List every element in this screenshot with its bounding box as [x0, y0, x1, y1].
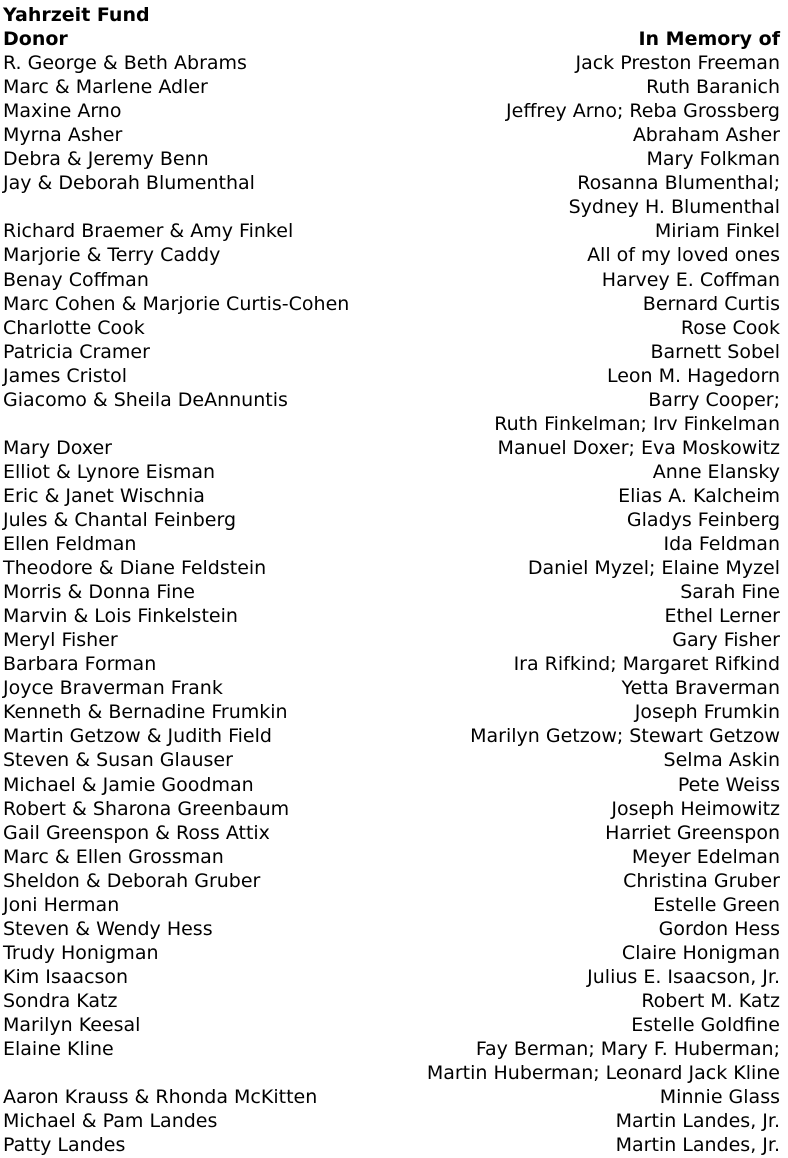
list-item: [3, 748, 780, 772]
list-item: [3, 676, 780, 700]
in-memory-of-name: Martin Landes, Jr.: [615, 1134, 780, 1157]
in-memory-of-name: Harvey E. Coffman: [601, 268, 780, 291]
donor-name: Sheldon & Deborah Gruber: [3, 869, 261, 892]
in-memory-of-name: Minnie Glass: [659, 1086, 780, 1109]
list-item: [3, 123, 780, 147]
list-item: [3, 340, 780, 364]
in-memory-of-name: Harriet Greenspon: [605, 821, 780, 844]
donor-name: Marc & Ellen Grossman: [3, 845, 224, 868]
in-memory-of-column-header: In Memory of: [638, 28, 780, 51]
list-item: [3, 436, 780, 460]
in-memory-of-name: Daniel Myzel; Elaine Myzel: [527, 557, 780, 580]
in-memory-of-name: Martin Landes, Jr.: [615, 1110, 780, 1133]
donor-name: Martin Getzow & Judith Field: [3, 725, 272, 748]
list-item: [3, 989, 780, 1013]
in-memory-of-name: Mary Folkman: [646, 148, 780, 171]
in-memory-of-name: Marilyn Getzow; Stewart Getzow: [470, 725, 780, 748]
in-memory-of-name: Elias A. Kalcheim: [618, 484, 780, 507]
in-memory-of-name: Manuel Doxer; Eva Moskowitz: [497, 436, 780, 459]
donor-name: Elliot & Lynore Eisman: [3, 460, 216, 483]
list-item: [3, 51, 780, 75]
donor-name: Meryl Fisher: [3, 629, 118, 652]
list-item: [3, 532, 780, 556]
donor-name: Kenneth & Bernadine Frumkin: [3, 701, 288, 724]
in-memory-of-name: Anne Elansky: [652, 460, 780, 483]
in-memory-of-name: Meyer Edelman: [631, 845, 780, 868]
donor-name: Kim Isaacson: [3, 965, 129, 988]
list-item: [3, 628, 780, 652]
donor-name: Michael & Pam Landes: [3, 1110, 218, 1133]
donor-name: Steven & Wendy Hess: [3, 917, 213, 940]
list-item: [3, 917, 780, 941]
in-memory-of-name: Abraham Asher: [632, 124, 780, 147]
donor-name: Jules & Chantal Feinberg: [3, 508, 237, 531]
list-item: [3, 845, 780, 869]
in-memory-of-name: Bernard Curtis: [642, 292, 780, 315]
list-item: [3, 797, 780, 821]
donor-name: Joyce Braverman Frank: [3, 677, 223, 700]
page-title-row: [3, 3, 780, 27]
donor-name: Ellen Feldman: [3, 533, 137, 556]
donor-name: Eric & Janet Wischnia: [3, 484, 205, 507]
in-memory-of-name: Gordon Hess: [658, 917, 780, 940]
donor-name: Patricia Cramer: [3, 340, 150, 363]
list-item: [3, 1109, 780, 1133]
list-item: [3, 1061, 780, 1085]
donor-name: Elaine Kline: [3, 1038, 114, 1061]
list-item: [3, 508, 780, 532]
donor-name: Marc Cohen & Marjorie Curtis-Cohen: [3, 292, 350, 315]
in-memory-of-name: Barry Cooper;: [648, 388, 780, 411]
in-memory-of-name: Gladys Feinberg: [626, 508, 780, 531]
list-item: [3, 171, 780, 195]
in-memory-of-name: Gary Fisher: [672, 629, 780, 652]
donor-name: Charlotte Cook: [3, 316, 145, 339]
in-memory-of-name: Ira Rifkind; Margaret Rifkind: [513, 653, 780, 676]
donor-name: Joni Herman: [3, 893, 120, 916]
list-item: [3, 1085, 780, 1109]
in-memory-of-name: Estelle Goldfine: [631, 1013, 780, 1036]
in-memory-of-name: Ethel Lerner: [664, 605, 780, 628]
donor-list: [3, 51, 780, 1157]
in-memory-of-name: Barnett Sobel: [650, 340, 780, 363]
list-item: [3, 316, 780, 340]
donor-name: Gail Greenspon & Ross Attix: [3, 821, 270, 844]
in-memory-of-name: Rose Cook: [680, 316, 780, 339]
donor-name: Aaron Krauss & Rhonda McKitten: [3, 1086, 318, 1109]
in-memory-of-name: Ruth Baranich: [646, 76, 780, 99]
donor-name: Marc & Marlene Adler: [3, 76, 208, 99]
list-item: [3, 773, 780, 797]
in-memory-of-name: Rosanna Blumenthal;: [577, 172, 780, 195]
list-item: [3, 388, 780, 412]
in-memory-of-name: Ida Feldman: [663, 533, 780, 556]
list-item: [3, 604, 780, 628]
list-item: [3, 941, 780, 965]
list-item: [3, 484, 780, 508]
list-item: [3, 893, 780, 917]
donor-name: Benay Coffman: [3, 268, 149, 291]
in-memory-of-name: Robert M. Katz: [641, 989, 780, 1012]
in-memory-of-name: Martin Huberman; Leonard Jack Kline: [426, 1062, 780, 1085]
list-item: [3, 556, 780, 580]
in-memory-of-name: Claire Honigman: [621, 941, 780, 964]
donor-name: Trudy Honigman: [3, 941, 159, 964]
in-memory-of-name: Joseph Heimowitz: [611, 797, 780, 820]
in-memory-of-name: Pete Weiss: [677, 773, 780, 796]
donor-name: Robert & Sharona Greenbaum: [3, 797, 290, 820]
donor-name: Marvin & Lois Finkelstein: [3, 605, 238, 628]
list-item: [3, 460, 780, 484]
page-title: Yahrzeit Fund: [3, 4, 150, 26]
donor-name: James Cristol: [3, 364, 127, 387]
donor-name: Mary Doxer: [3, 436, 112, 459]
list-item: [3, 99, 780, 123]
in-memory-of-name: Jeffrey Arno; Reba Grossberg: [506, 100, 780, 123]
donor-name: Steven & Susan Glauser: [3, 749, 233, 772]
list-item: [3, 700, 780, 724]
column-header-row: [3, 27, 780, 51]
in-memory-of-name: Christina Gruber: [623, 869, 780, 892]
in-memory-of-name: Leon M. Hagedorn: [606, 364, 780, 387]
in-memory-of-name: Sarah Fine: [680, 581, 780, 604]
donor-name: Myrna Asher: [3, 124, 123, 147]
list-item: [3, 364, 780, 388]
donor-name: Sondra Katz: [3, 989, 118, 1012]
list-item: [3, 268, 780, 292]
list-item: [3, 75, 780, 99]
in-memory-of-name: Julius E. Isaacson, Jr.: [587, 965, 780, 988]
in-memory-of-name: Ruth Finkelman; Irv Finkelman: [494, 412, 780, 435]
in-memory-of-name: Yetta Braverman: [621, 677, 780, 700]
donor-name: Debra & Jeremy Benn: [3, 148, 209, 171]
list-item: [3, 724, 780, 748]
in-memory-of-name: Miriam Finkel: [654, 220, 780, 243]
in-memory-of-name: All of my loved ones: [587, 244, 780, 267]
list-item: [3, 292, 780, 316]
in-memory-of-name: Jack Preston Freeman: [575, 52, 780, 75]
in-memory-of-name: Estelle Green: [653, 893, 780, 916]
donor-name: Marilyn Keesal: [3, 1013, 141, 1036]
list-item: [3, 869, 780, 893]
list-item: [3, 821, 780, 845]
donor-name: Marjorie & Terry Caddy: [3, 244, 221, 267]
donor-column-header: Donor: [3, 28, 68, 51]
donor-name: Richard Braemer & Amy Finkel: [3, 220, 294, 243]
list-item: [3, 1133, 780, 1157]
donor-name: Theodore & Diane Feldstein: [3, 557, 267, 580]
list-item: [3, 652, 780, 676]
list-item: [3, 195, 780, 219]
list-item: [3, 580, 780, 604]
list-item: [3, 965, 780, 989]
in-memory-of-name: Fay Berman; Mary F. Huberman;: [475, 1038, 780, 1061]
list-item: [3, 243, 780, 267]
donor-name: Maxine Arno: [3, 100, 122, 123]
donor-name: Giacomo & Sheila DeAnnuntis: [3, 388, 288, 411]
donor-name: R. George & Beth Abrams: [3, 52, 247, 75]
donor-name: Jay & Deborah Blumenthal: [3, 172, 255, 195]
list-item: [3, 219, 780, 243]
donor-name: Morris & Donna Fine: [3, 581, 195, 604]
list-item: [3, 412, 780, 436]
in-memory-of-name: Selma Askin: [663, 749, 780, 772]
list-item: [3, 147, 780, 171]
donor-name: Patty Landes: [3, 1134, 126, 1157]
list-item: [3, 1013, 780, 1037]
donor-name: Michael & Jamie Goodman: [3, 773, 254, 796]
in-memory-of-name: Joseph Frumkin: [634, 701, 780, 724]
list-item: [3, 1037, 780, 1061]
in-memory-of-name: Sydney H. Blumenthal: [568, 196, 780, 219]
donor-name: Barbara Forman: [3, 653, 157, 676]
